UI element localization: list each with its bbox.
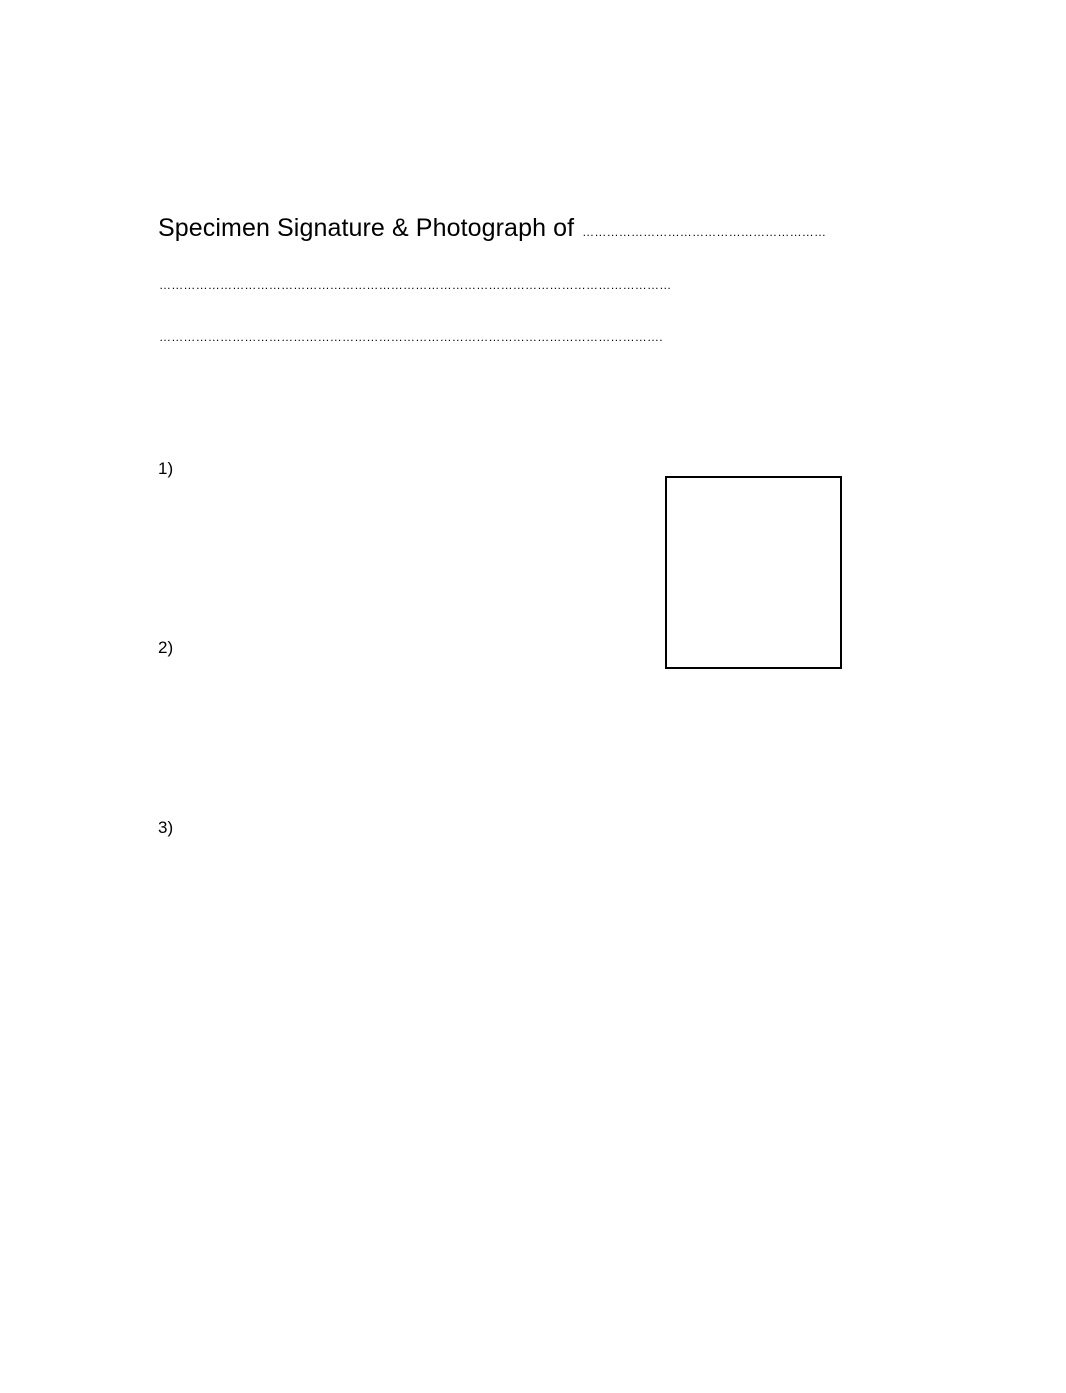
signature-item-2-label: 2) bbox=[158, 638, 174, 657]
fill-line-2: ……………………………………………………………………………………………………………. bbox=[159, 330, 663, 344]
heading-fill-dots: …………………………………………………… bbox=[582, 225, 827, 239]
heading-title: Specimen Signature & Photograph of bbox=[158, 214, 575, 242]
signature-item-3-label: 3) bbox=[158, 818, 174, 837]
form-heading bbox=[158, 214, 920, 250]
fill-line-1: ……………………………………………………………………………………………………………… bbox=[159, 278, 672, 292]
photograph-box bbox=[665, 476, 842, 669]
signature-item-1-label: 1) bbox=[158, 459, 174, 478]
